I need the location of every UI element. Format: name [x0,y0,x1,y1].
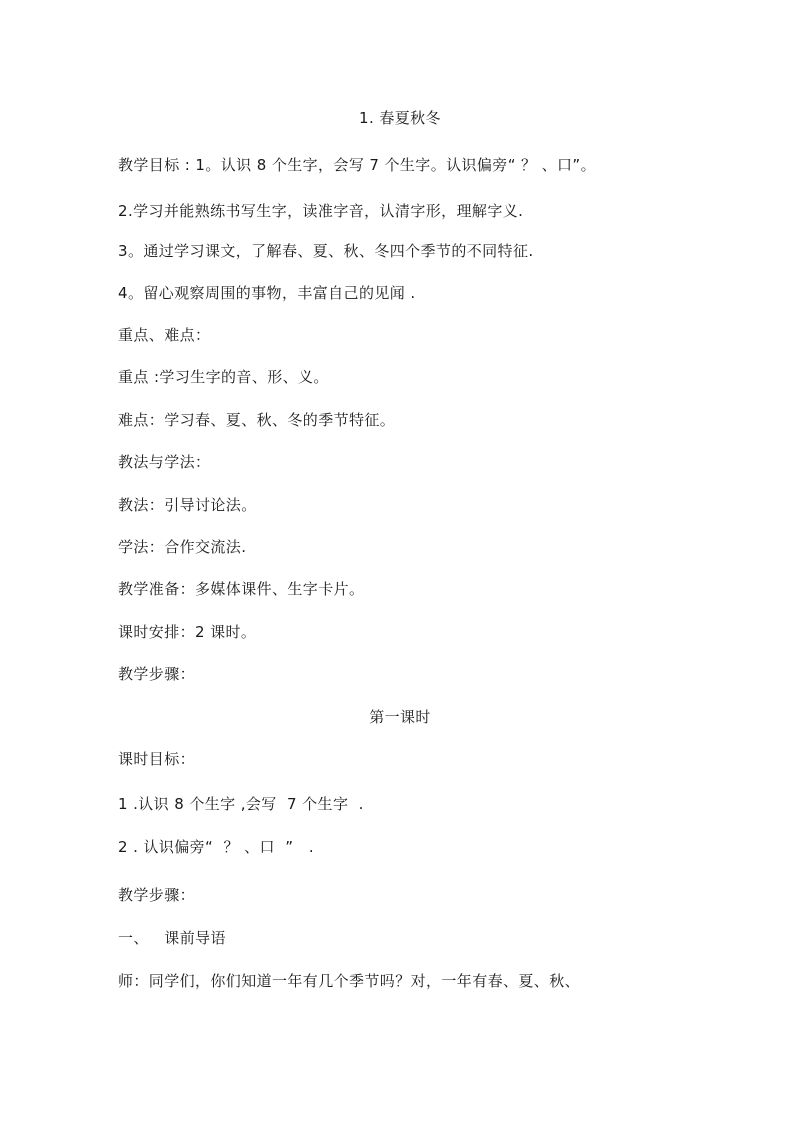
difficult-point-line: 难点：学习春、夏、秋、冬的季节特征。 [118,411,396,429]
document-title: 1. 春夏秋冬 [359,109,441,127]
learning-method-line: 学法：合作交流法. [118,538,247,556]
section-title: 第一课时 [369,708,431,726]
teacher-speech-line: 师：同学们，你们知道一年有几个季节吗？对，一年有春、夏、秋、 [118,972,581,990]
methods-heading: 教法与学法： [118,453,211,471]
lesson-steps-heading: 教学步骤： [118,886,196,904]
teaching-objectives-line: 教学目标 : 1。认识 8 个生字，会写 7 个生字。认识偏旁“ ？ 、口”。 [118,156,596,174]
lesson-objective-1: 1 .认识 8 个生字 ,会写 7 个生字 . [118,795,364,813]
steps-heading: 教学步骤： [118,665,196,683]
objective-3-line: 3。通过学习课文，了解春、夏、秋、冬四个季节的不同特征. [118,242,534,260]
key-difficult-heading: 重点、难点： [118,326,211,344]
schedule-line: 课时安排：2 课时。 [118,623,257,641]
objective-2-line: 2.学习并能熟练书写生字，读准字音，认清字形，理解字义. [118,202,524,220]
lesson-objectives-heading: 课时目标： [118,750,196,768]
key-point-line: 重点 :学习生字的音、形、义。 [118,368,329,386]
lesson-objective-2: 2 . 认识偏旁“ ？ 、口 ” . [118,838,315,856]
step-one-heading: 一、 课前导语 [118,929,226,947]
preparation-line: 教学准备：多媒体课件、生字卡片。 [118,580,365,598]
teaching-method-line: 教法：引导讨论法。 [118,496,257,514]
objective-4-line: 4。留心观察周围的事物，丰富自己的见闻 . [118,284,416,302]
